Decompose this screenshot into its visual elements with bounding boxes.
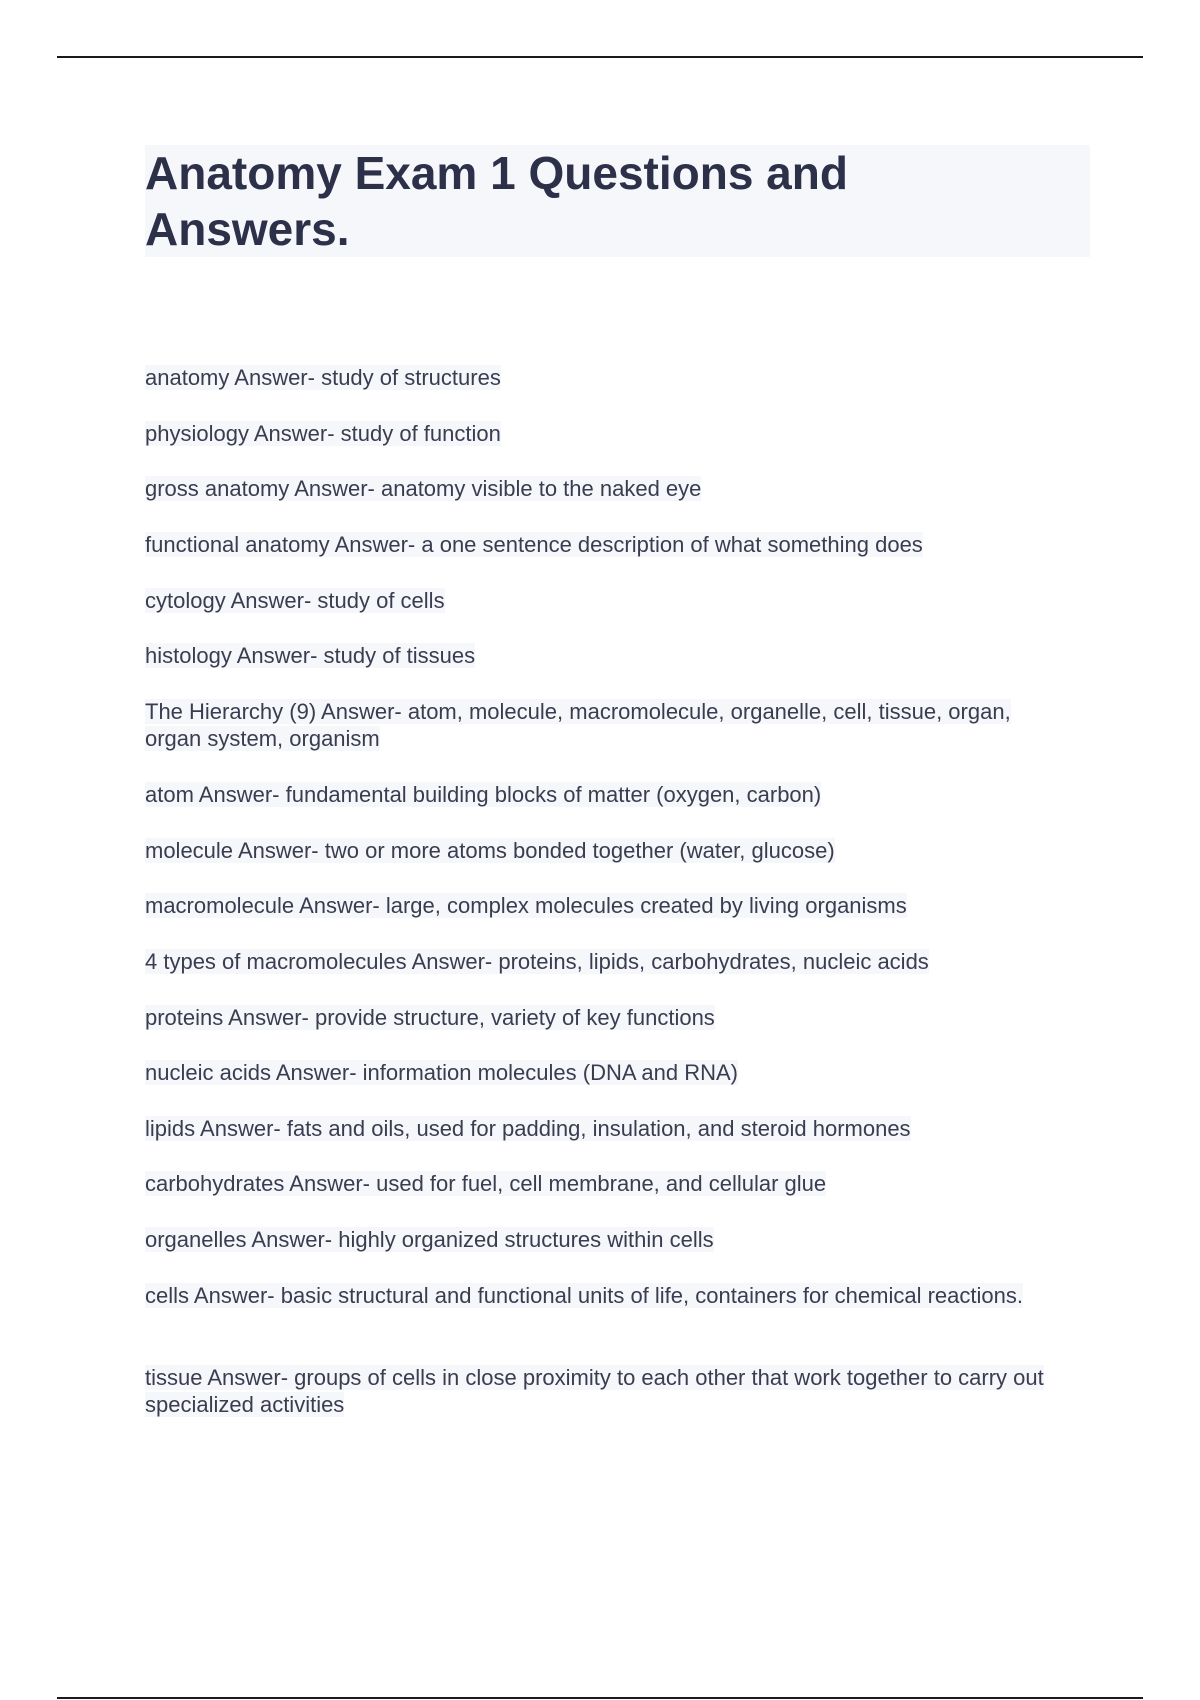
qa-entry-text: histology Answer- study of tissues (145, 643, 476, 668)
qa-entry-text: 4 types of macromolecules Answer- proteins, lipids, carbohydrates, nucleic acids (145, 949, 929, 974)
qa-entry-text: functional anatomy Answer- a one sentence description of what something does (145, 532, 923, 557)
bottom-rule (57, 1697, 1143, 1699)
qa-entry-text: cells Answer- basic structural and functional units of life, containers for chemical reactions. (145, 1283, 1023, 1308)
qa-entry (145, 1115, 1045, 1142)
qa-entry (145, 1226, 1045, 1253)
qa-entry (145, 1282, 1045, 1309)
qa-entry-text: macromolecule Answer- large, complex molecules created by living organisms (145, 893, 907, 918)
qa-entry (145, 475, 1045, 502)
qa-entry (145, 892, 1045, 919)
qa-entry-text: gross anatomy Answer- anatomy visible to the naked eye (145, 476, 702, 501)
qa-entry-text: tissue Answer- groups of cells in close proximity to each other that work together to carry out specialized activities (145, 1365, 1044, 1417)
top-rule (57, 56, 1143, 58)
document-title: Anatomy Exam 1 Questions and Answers. (145, 147, 848, 255)
qa-entry-text: organelles Answer- highly organized structures within cells (145, 1227, 714, 1252)
qa-entry-text: physiology Answer- study of function (145, 421, 501, 446)
qa-entry-text: The Hierarchy (9) Answer- atom, molecule, macromolecule, organelle, cell, tissue, organ, organ system, organism (145, 699, 1011, 751)
qa-entry-text: nucleic acids Answer- information molecules (DNA and RNA) (145, 1060, 739, 1085)
qa-entry-text: carbohydrates Answer- used for fuel, cell membrane, and cellular glue (145, 1171, 827, 1196)
qa-entry-text: atom Answer- fundamental building blocks of matter (oxygen, carbon) (145, 782, 822, 807)
qa-entry (145, 1364, 1045, 1418)
qa-entry (145, 1170, 1045, 1197)
qa-entry (145, 642, 1045, 669)
qa-entry (145, 1059, 1045, 1086)
qa-entry-text: cytology Answer- study of cells (145, 588, 445, 613)
qa-entry (145, 587, 1045, 614)
qa-entry (145, 1004, 1045, 1031)
qa-entry-text: molecule Answer- two or more atoms bonded together (water, glucose) (145, 838, 835, 863)
qa-entry-text: lipids Answer- fats and oils, used for padding, insulation, and steroid hormones (145, 1116, 911, 1141)
qa-entry (145, 364, 1045, 391)
qa-entry (145, 781, 1045, 808)
qa-entry (145, 948, 1045, 975)
qa-entry-text: proteins Answer- provide structure, variety of key functions (145, 1005, 715, 1030)
qa-entry (145, 837, 1045, 864)
qa-entry (145, 531, 1045, 558)
qa-entry (145, 420, 1045, 447)
qa-entry-text: anatomy Answer- study of structures (145, 365, 501, 390)
qa-entry (145, 698, 1045, 752)
